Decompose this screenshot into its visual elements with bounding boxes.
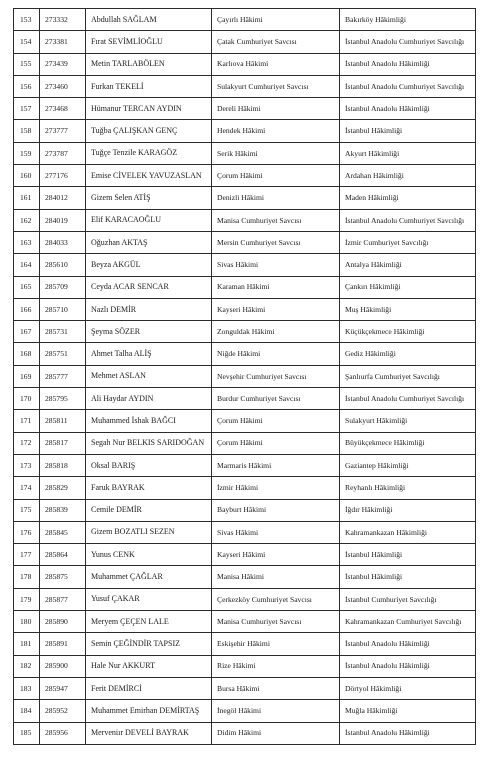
current-position-cell: Zonguldak Hâkimi: [212, 321, 340, 343]
registry-number-cell: 285751: [40, 343, 86, 365]
table-row: [14, 343, 476, 365]
table-row: [14, 165, 476, 187]
table-row: [14, 209, 476, 231]
row-number-cell: 180: [14, 611, 40, 633]
table-row: [14, 231, 476, 253]
row-number-cell: 164: [14, 254, 40, 276]
table-row: [14, 611, 476, 633]
row-number-cell: 160: [14, 165, 40, 187]
new-position-cell: İstanbul Hâkimliği: [340, 120, 476, 142]
current-position-cell: Hendek Hâkimi: [212, 120, 340, 142]
registry-number-cell: 273460: [40, 75, 86, 97]
registry-number-cell: 273468: [40, 98, 86, 120]
current-position-cell: Burdur Cumhuriyet Savcısı: [212, 388, 340, 410]
table-row: [14, 31, 476, 53]
new-position-cell: Büyükçekmece Hâkimliği: [340, 432, 476, 454]
row-number-cell: 172: [14, 432, 40, 454]
registry-number-cell: 284019: [40, 209, 86, 231]
person-name-cell: Ahmet Talha ALİŞ: [86, 343, 212, 365]
registry-number-cell: 285890: [40, 611, 86, 633]
current-position-cell: Dereli Hâkimi: [212, 98, 340, 120]
row-number-cell: 159: [14, 142, 40, 164]
current-position-cell: Çerkezköy Cumhuriyet Savcısı: [212, 588, 340, 610]
new-position-cell: Muş Hâkimliği: [340, 298, 476, 320]
registry-number-cell: 285731: [40, 321, 86, 343]
table-row: [14, 521, 476, 543]
person-name-cell: Hale Nur AKKURT: [86, 655, 212, 677]
new-position-cell: Dörtyol Hâkimliği: [340, 677, 476, 699]
registry-number-cell: 285610: [40, 254, 86, 276]
person-name-cell: Meryem ÇEÇEN LALE: [86, 611, 212, 633]
table-row: [14, 388, 476, 410]
registry-number-cell: 285845: [40, 521, 86, 543]
table-row: [14, 566, 476, 588]
person-name-cell: Semin ÇEĞİNDİR TAPSIZ: [86, 633, 212, 655]
row-number-cell: 181: [14, 633, 40, 655]
new-position-cell: Reyhanlı Hâkimliği: [340, 477, 476, 499]
table-row: [14, 75, 476, 97]
row-number-cell: 171: [14, 410, 40, 432]
person-name-cell: Muhammed İshak BAĞCI: [86, 410, 212, 432]
table-row: [14, 142, 476, 164]
person-name-cell: Gizem Selen ATİŞ: [86, 187, 212, 209]
new-position-cell: İstanbul Anadolu Hâkimliği: [340, 722, 476, 744]
table-row: [14, 544, 476, 566]
row-number-cell: 170: [14, 388, 40, 410]
registry-number-cell: 285811: [40, 410, 86, 432]
registry-number-cell: 285709: [40, 276, 86, 298]
registry-number-cell: 273439: [40, 53, 86, 75]
person-name-cell: Faruk BAYRAK: [86, 477, 212, 499]
current-position-cell: Kayseri Hâkimi: [212, 298, 340, 320]
person-name-cell: Tuğçe Tenzile KARAGÖZ: [86, 142, 212, 164]
row-number-cell: 163: [14, 231, 40, 253]
current-position-cell: Karaman Hâkimi: [212, 276, 340, 298]
new-position-cell: İstanbul Anadolu Cumhuriyet Savcılığı: [340, 75, 476, 97]
row-number-cell: 165: [14, 276, 40, 298]
person-name-cell: Segah Nur BELKIS SARIDOĞAN: [86, 432, 212, 454]
table-row: [14, 677, 476, 699]
row-number-cell: 174: [14, 477, 40, 499]
person-name-cell: Furkan TEKELİ: [86, 75, 212, 97]
table-row: [14, 432, 476, 454]
table-row: [14, 499, 476, 521]
registry-number-cell: 285947: [40, 677, 86, 699]
new-position-cell: Ardahan Hâkimliği: [340, 165, 476, 187]
table-row: [14, 722, 476, 744]
registry-number-cell: 285864: [40, 544, 86, 566]
current-position-cell: Manisa Cumhuriyet Savcısı: [212, 209, 340, 231]
row-number-cell: 182: [14, 655, 40, 677]
registry-number-cell: 285829: [40, 477, 86, 499]
row-number-cell: 173: [14, 454, 40, 476]
row-number-cell: 185: [14, 722, 40, 744]
new-position-cell: İstanbul Anadolu Hâkimliği: [340, 98, 476, 120]
current-position-cell: Sivas Hâkimi: [212, 254, 340, 276]
current-position-cell: Çayırlı Hâkimi: [212, 9, 340, 31]
person-name-cell: Tuğba ÇALIŞKAN GENÇ: [86, 120, 212, 142]
current-position-cell: Bursa Hâkimi: [212, 677, 340, 699]
person-name-cell: Nazlı DEMİR: [86, 298, 212, 320]
person-name-cell: Emise CİVELEK YAVUZASLAN: [86, 165, 212, 187]
registry-number-cell: 285952: [40, 700, 86, 722]
table-row: [14, 187, 476, 209]
table-row: [14, 298, 476, 320]
person-name-cell: Abdullah SAĞLAM: [86, 9, 212, 31]
row-number-cell: 166: [14, 298, 40, 320]
table-row: [14, 410, 476, 432]
current-position-cell: Çorum Hâkimi: [212, 410, 340, 432]
table-row: [14, 321, 476, 343]
new-position-cell: İstanbul Anadolu Cumhuriyet Savcılığı: [340, 388, 476, 410]
new-position-cell: Muğla Hâkimliği: [340, 700, 476, 722]
table-row: [14, 365, 476, 387]
registry-number-cell: 285818: [40, 454, 86, 476]
table-row: [14, 700, 476, 722]
registry-number-cell: 285817: [40, 432, 86, 454]
person-name-cell: Gizem BOZATLI SEZEN: [86, 521, 212, 543]
new-position-cell: Sulakyurt Hâkimliği: [340, 410, 476, 432]
document-page: [13, 8, 475, 745]
registry-number-cell: 285795: [40, 388, 86, 410]
row-number-cell: 162: [14, 209, 40, 231]
registry-number-cell: 284033: [40, 231, 86, 253]
person-name-cell: Ceyda ACAR SENCAR: [86, 276, 212, 298]
row-number-cell: 167: [14, 321, 40, 343]
current-position-cell: Serik Hâkimi: [212, 142, 340, 164]
table-row: [14, 633, 476, 655]
table-row: [14, 120, 476, 142]
registry-number-cell: 285710: [40, 298, 86, 320]
person-name-cell: Oksal BARIŞ: [86, 454, 212, 476]
new-position-cell: Bakırköy Hâkimliği: [340, 9, 476, 31]
row-number-cell: 183: [14, 677, 40, 699]
registry-number-cell: 285891: [40, 633, 86, 655]
person-name-cell: Şeyma SÖZER: [86, 321, 212, 343]
person-name-cell: Elif KARACAOĞLU: [86, 209, 212, 231]
row-number-cell: 184: [14, 700, 40, 722]
current-position-cell: Didim Hâkimi: [212, 722, 340, 744]
person-name-cell: Hümanur TERCAN AYDIN: [86, 98, 212, 120]
current-position-cell: Çorum Hâkimi: [212, 432, 340, 454]
row-number-cell: 154: [14, 31, 40, 53]
current-position-cell: Marmaris Hâkimi: [212, 454, 340, 476]
table-row: [14, 254, 476, 276]
new-position-cell: İstanbul Hâkimliği: [340, 566, 476, 588]
row-number-cell: 179: [14, 588, 40, 610]
table-row: [14, 98, 476, 120]
row-number-cell: 153: [14, 9, 40, 31]
person-name-cell: Muhammet ÇAĞLAR: [86, 566, 212, 588]
registry-number-cell: 273381: [40, 31, 86, 53]
row-number-cell: 168: [14, 343, 40, 365]
registry-number-cell: 273777: [40, 120, 86, 142]
table-body: [14, 9, 476, 745]
current-position-cell: Bayburt Hâkimi: [212, 499, 340, 521]
table-row: [14, 53, 476, 75]
current-position-cell: Sulakyurt Cumhuriyet Savcısı: [212, 75, 340, 97]
row-number-cell: 156: [14, 75, 40, 97]
assignment-table: [13, 8, 476, 745]
person-name-cell: Mehmet ASLAN: [86, 365, 212, 387]
new-position-cell: Kahramankazan Cumhuriyet Savcılığı: [340, 611, 476, 633]
current-position-cell: Mersin Cumhuriyet Savcısı: [212, 231, 340, 253]
registry-number-cell: 273787: [40, 142, 86, 164]
person-name-cell: Beyza AKGÜL: [86, 254, 212, 276]
new-position-cell: Antalya Hâkimliği: [340, 254, 476, 276]
row-number-cell: 178: [14, 566, 40, 588]
new-position-cell: Şanlıurfa Cumhuriyet Savcılığı: [340, 365, 476, 387]
current-position-cell: Çatak Cumhuriyet Savcısı: [212, 31, 340, 53]
table-row: [14, 588, 476, 610]
current-position-cell: İzmir Hâkimi: [212, 477, 340, 499]
row-number-cell: 155: [14, 53, 40, 75]
registry-number-cell: 285839: [40, 499, 86, 521]
registry-number-cell: 285875: [40, 566, 86, 588]
person-name-cell: Merveniır DEVELİ BAYRAK: [86, 722, 212, 744]
current-position-cell: İnegöl Hâkimi: [212, 700, 340, 722]
current-position-cell: Kayseri Hâkimi: [212, 544, 340, 566]
current-position-cell: Eskişehir Hâkimi: [212, 633, 340, 655]
new-position-cell: Gaziantep Hâkimliği: [340, 454, 476, 476]
registry-number-cell: 285956: [40, 722, 86, 744]
registry-number-cell: 285900: [40, 655, 86, 677]
current-position-cell: Çorum Hâkimi: [212, 165, 340, 187]
person-name-cell: Ferit DEMİRCİ: [86, 677, 212, 699]
new-position-cell: Kahramankazan Hâkimliği: [340, 521, 476, 543]
new-position-cell: İstanbul Anadolu Cumhuriyet Savcılığı: [340, 31, 476, 53]
new-position-cell: İzmir Cumhuriyet Savcılığı: [340, 231, 476, 253]
new-position-cell: İstanbul Cumhuriyet Savcılığı: [340, 588, 476, 610]
table-row: [14, 454, 476, 476]
current-position-cell: Sivas Hâkimi: [212, 521, 340, 543]
person-name-cell: Ali Haydar AYDIN: [86, 388, 212, 410]
registry-number-cell: 273332: [40, 9, 86, 31]
new-position-cell: Çankırı Hâkimliği: [340, 276, 476, 298]
new-position-cell: İğdır Hâkimliği: [340, 499, 476, 521]
current-position-cell: Manisa Cumhuriyet Savcısı: [212, 611, 340, 633]
new-position-cell: Akyurt Hâkimliği: [340, 142, 476, 164]
person-name-cell: Yunus CENK: [86, 544, 212, 566]
row-number-cell: 177: [14, 544, 40, 566]
new-position-cell: İstanbul Anadolu Hâkimliği: [340, 53, 476, 75]
person-name-cell: Oğuzhan AKTAŞ: [86, 231, 212, 253]
person-name-cell: Cemile DEMİR: [86, 499, 212, 521]
row-number-cell: 169: [14, 365, 40, 387]
table-row: [14, 655, 476, 677]
person-name-cell: Yusuf ÇAKAR: [86, 588, 212, 610]
new-position-cell: Maden Hâkimliği: [340, 187, 476, 209]
registry-number-cell: 277176: [40, 165, 86, 187]
registry-number-cell: 284012: [40, 187, 86, 209]
row-number-cell: 161: [14, 187, 40, 209]
current-position-cell: Denizli Hâkimi: [212, 187, 340, 209]
registry-number-cell: 285877: [40, 588, 86, 610]
table-row: [14, 276, 476, 298]
new-position-cell: Gediz Hâkimliği: [340, 343, 476, 365]
current-position-cell: Manisa Hâkimi: [212, 566, 340, 588]
row-number-cell: 158: [14, 120, 40, 142]
table-row: [14, 9, 476, 31]
current-position-cell: Nevşehir Cumhuriyet Savcısı: [212, 365, 340, 387]
person-name-cell: Fırat SEVİMLİOĞLU: [86, 31, 212, 53]
new-position-cell: İstanbul Anadolu Cumhuriyet Savcılığı: [340, 209, 476, 231]
new-position-cell: İstanbul Anadolu Hâkimliği: [340, 633, 476, 655]
table-row: [14, 477, 476, 499]
row-number-cell: 175: [14, 499, 40, 521]
new-position-cell: İstanbul Hâkimliği: [340, 544, 476, 566]
row-number-cell: 157: [14, 98, 40, 120]
new-position-cell: İstanbul Anadolu Hâkimliği: [340, 655, 476, 677]
current-position-cell: Rize Hâkimi: [212, 655, 340, 677]
person-name-cell: Muhammet Emirhan DEMİRTAŞ: [86, 700, 212, 722]
row-number-cell: 176: [14, 521, 40, 543]
person-name-cell: Metin TARLABÖLEN: [86, 53, 212, 75]
current-position-cell: Niğde Hâkimi: [212, 343, 340, 365]
current-position-cell: Karlıova Hâkimi: [212, 53, 340, 75]
registry-number-cell: 285777: [40, 365, 86, 387]
new-position-cell: Küçükçekmece Hâkimliği: [340, 321, 476, 343]
